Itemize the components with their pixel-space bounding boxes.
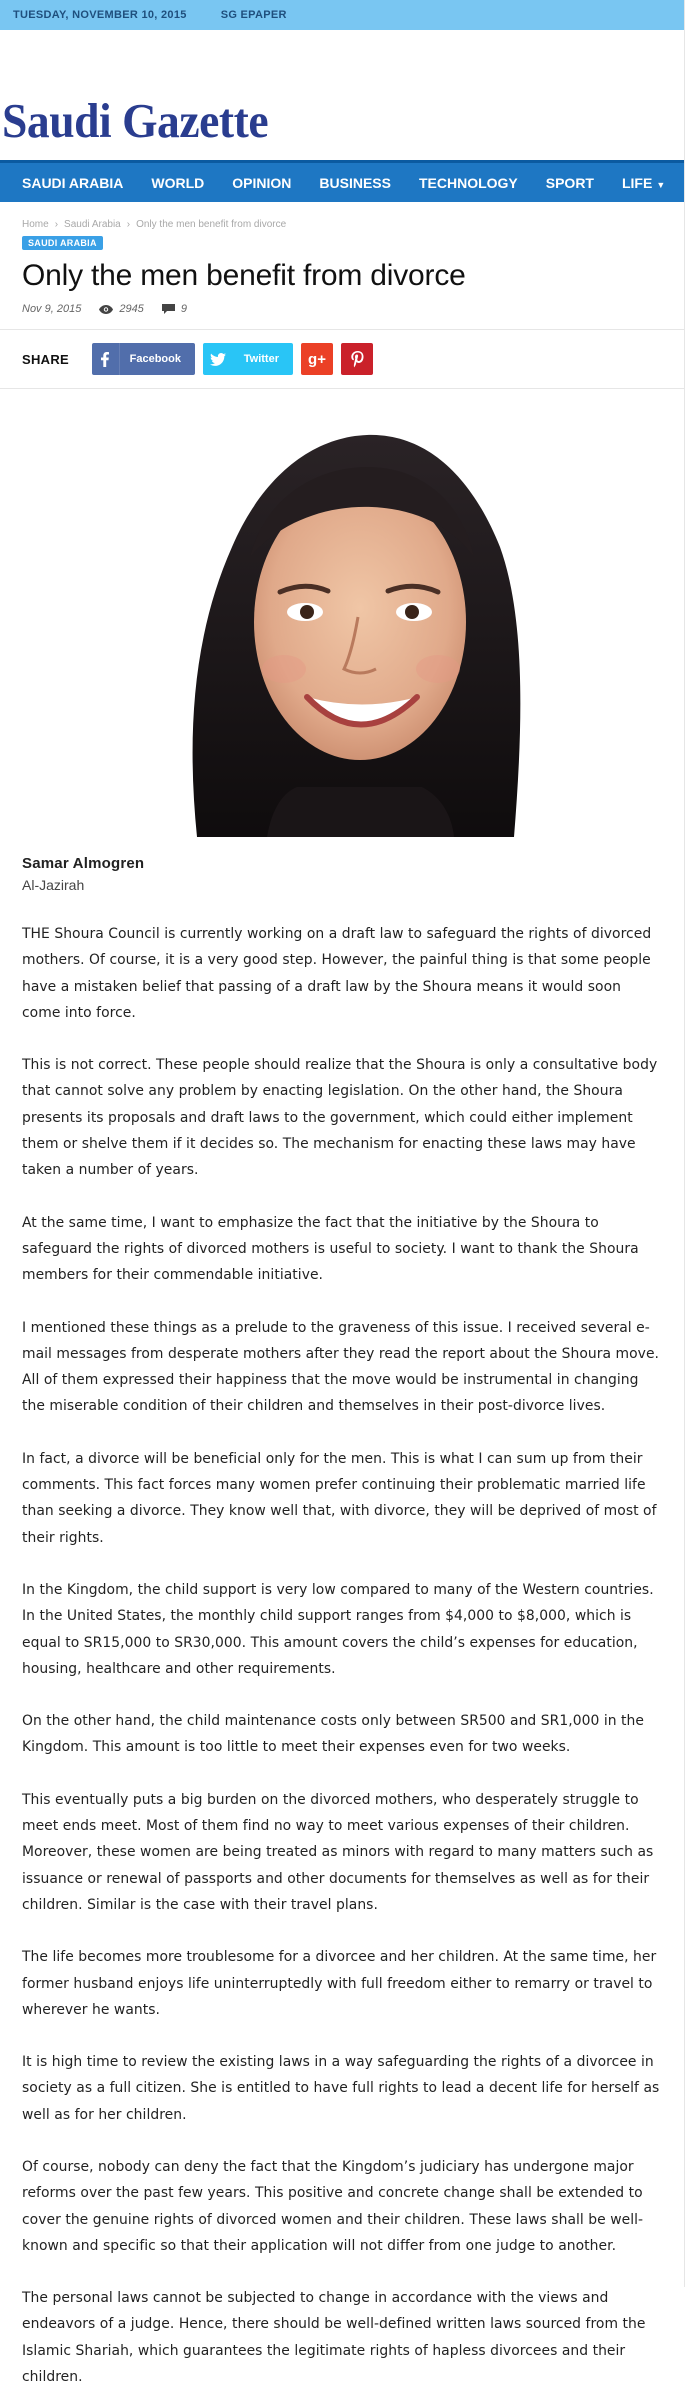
article-paragraph: Of course, nobody can deny the fact that the Kingdom’s judiciary has undergone major reforms over the past few years. This positive and concrete change shall be extended to cover the genuine rights of divorced women and their children. These laws shall be well-known and specific so that their application will not differ from one judge to another. <box>22 2158 644 2254</box>
author-portrait-image <box>22 407 663 837</box>
googleplus-share-button[interactable] <box>301 343 333 375</box>
share-bar <box>22 330 662 388</box>
eye-icon <box>99 305 113 314</box>
author-source: Al-Jazirah <box>22 877 85 893</box>
facebook-share-label: Facebook <box>129 353 181 365</box>
article-paragraph: It is high time to review the existing laws in a way safeguarding the rights of a divorcee in society as a full citizen. She is entitled to have full rights to lead a decent life for herself as well as for her children. <box>22 2054 660 2123</box>
facebook-share-button[interactable] <box>92 343 195 375</box>
article-container <box>0 219 684 2390</box>
page-title: Only the men benefit from divorce <box>22 259 466 292</box>
view-count-value: 2945 <box>119 303 144 315</box>
breadcrumb-section[interactable]: Saudi Arabia <box>64 219 121 230</box>
article-paragraph: On the other hand, the child maintenance costs only between SR500 and SR1,000 in the Kingdom. This amount is too little to meet their expenses even for two weeks. <box>22 1713 644 1756</box>
article-paragraph: THE Shoura Council is currently working on a draft law to safeguard the rights of divorced mothers. Of course, it is a very good step. However, the painful thing is that some people have a mistaken belief that passing of a draft law by the Shoura means it would soon come into force. <box>22 926 652 1021</box>
nav-item-saudi-arabia[interactable]: SAUDI ARABIA <box>22 174 124 191</box>
article-body <box>22 921 662 2390</box>
comment-icon <box>162 304 175 315</box>
twitter-share-button[interactable] <box>203 343 293 375</box>
main-nav <box>0 160 684 202</box>
facebook-icon <box>92 343 120 375</box>
view-count <box>99 303 143 315</box>
comment-count-value: 9 <box>180 303 187 315</box>
category-badge[interactable]: SAUDI ARABIA <box>22 236 103 250</box>
article-paragraph: This eventually puts a big burden on the divorced mothers, who desperately struggle to meet ends meet. Most of them find no way to meet various expenses of their children. Moreover, these women are being treated as minors with regard to many matters such as issuance or renewal of passports and other documents for themselves as well as for their children. Similar is the case with their travel plans. <box>22 1791 654 1913</box>
nav-item-opinion[interactable]: OPINION <box>232 174 292 191</box>
top-bar <box>0 0 684 30</box>
pinterest-icon <box>351 351 364 367</box>
pinterest-share-button[interactable] <box>341 343 373 375</box>
twitter-share-label: Twitter <box>243 353 279 365</box>
article-paragraph: At the same time, I want to emphasize the fact that the initiative by the Shoura to safeguard the rights of divorced mothers is useful to society. I want to thank the Shoura members for their commendable initiative. <box>22 1214 639 1284</box>
googleplus-icon: g+ <box>308 350 326 368</box>
nav-item-world[interactable]: WORLD <box>151 174 205 191</box>
share-label: SHARE <box>22 351 70 367</box>
masthead <box>0 30 684 160</box>
twitter-icon <box>203 343 234 375</box>
nav-item-life-label: LIFE <box>621 174 653 191</box>
chevron-right-icon: › <box>126 219 131 230</box>
nav-item-life[interactable] <box>608 175 679 191</box>
article-paragraph: The personal laws cannot be subjected to change in accordance with the views and endeavors of a judge. Hence, there should be well-defined written laws sourced from the Islamic Shariah, which guarantees the legitimate rights of hapless divorcees and their children. <box>22 2290 646 2386</box>
article-paragraph: The life becomes more troublesome for a divorcee and her children. At the same time, her former husband enjoys life uninterruptedly with full freedom either to remarry or travel to wherever he wants. <box>22 1949 657 2018</box>
current-date: TUESDAY, NOVEMBER 10, 2015 <box>13 9 187 21</box>
breadcrumb-current: Only the men benefit from divorce <box>136 219 287 230</box>
chevron-right-icon: › <box>54 219 59 230</box>
nav-item-technology[interactable]: TECHNOLOGY <box>418 174 518 191</box>
divider <box>0 388 684 389</box>
epaper-link[interactable]: SG EPAPER <box>220 9 287 21</box>
article-paragraph: In fact, a divorce will be beneficial only for the men. This is what I can sum up from their comments. This fact forces many women prefer continuing their problematic married life than seeking a divorce. They know well that, with divorce, they will be deprived of most of their rights. <box>22 1450 657 1546</box>
article-paragraph: I mentioned these things as a prelude to the graveness of this issue. I received several e-mail messages from desperate mothers after they read the report about the Shoura move. All of them expressed their happiness that the move would be instrumental in changing the miserable condition of their children and themselves in their post-divorce lives. <box>22 1319 660 1415</box>
article-paragraph: In the Kingdom, the child support is very low compared to many of the Western countries. In the United States, the monthly child support ranges from $4,000 to $8,000, which is equal to SR15,000 to SR30,000. This amount covers the child’s expenses for education, housing, healthcare and other requirements. <box>22 1581 654 1677</box>
article-paragraph: This is not correct. These people should realize that the Shoura is only a consultative body that cannot solve any problem by enacting legislation. On the other hand, the Shoura presents its proposals and draft laws to the government, which could either implement them or shelve them if it decides so. The mechanism for enacting these laws may have taken a number of years. <box>22 1057 658 1179</box>
site-logo[interactable]: Saudi Gazette <box>2 93 269 148</box>
breadcrumb <box>22 219 662 230</box>
comment-count[interactable] <box>162 303 187 315</box>
author-photo <box>22 407 662 837</box>
breadcrumb-home[interactable]: Home <box>22 219 49 230</box>
author-name: Samar Almogren <box>22 855 145 872</box>
chevron-down-icon: ▼ <box>656 179 666 190</box>
nav-item-sport[interactable]: SPORT <box>545 174 594 191</box>
publish-date: Nov 9, 2015 <box>22 303 82 315</box>
article-meta <box>22 303 662 315</box>
nav-item-business[interactable]: BUSINESS <box>319 174 391 191</box>
